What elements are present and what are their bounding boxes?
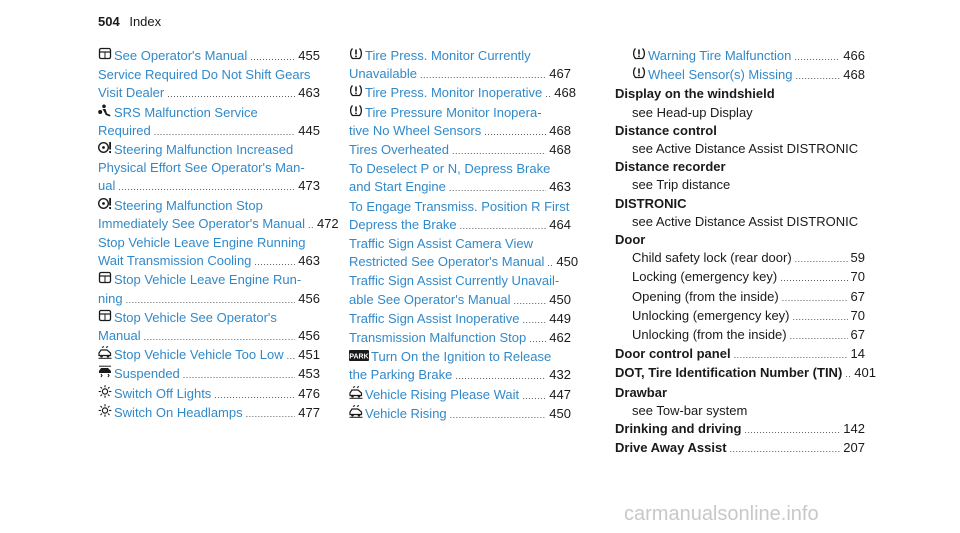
dot-leader xyxy=(484,122,546,141)
dot-leader xyxy=(523,310,547,329)
dot-leader xyxy=(246,404,296,423)
dot-leader xyxy=(167,84,295,103)
index-heading xyxy=(615,364,876,383)
dot-leader xyxy=(730,439,841,458)
light-icon xyxy=(98,385,112,398)
index-entry[interactable] xyxy=(98,365,320,384)
index-entry xyxy=(615,420,865,439)
car-door-icon xyxy=(98,271,112,284)
dot-leader xyxy=(449,178,546,197)
index-entry xyxy=(615,158,865,194)
dot-leader xyxy=(450,405,547,424)
index-line xyxy=(615,326,865,345)
index-entry[interactable] xyxy=(349,198,571,235)
index-entry xyxy=(615,439,865,458)
index-entry[interactable] xyxy=(98,104,320,141)
page-ref[interactable]: 14 xyxy=(850,346,865,362)
index-column-2 xyxy=(349,47,579,424)
entry-text: see Active Distance Assist DISTRONIC xyxy=(632,213,859,229)
dot-leader xyxy=(790,326,848,345)
entry-text[interactable]: tive No Wheel Sensors xyxy=(349,122,482,138)
heading-text: Door control panel xyxy=(615,346,731,362)
index-heading xyxy=(615,122,865,140)
entry-text: Child safety lock (rear door) xyxy=(632,250,792,266)
entry-text[interactable]: Traffic Sign Assist Currently Unavail- xyxy=(349,273,560,289)
index-line[interactable] xyxy=(349,405,571,424)
heading-text: Drawbar xyxy=(615,384,668,400)
index-entry[interactable] xyxy=(349,348,571,385)
dot-leader xyxy=(420,65,546,84)
index-line[interactable] xyxy=(349,160,571,178)
entry-text[interactable]: Vehicle Rising Please Wait xyxy=(365,386,520,402)
index-heading xyxy=(615,384,865,402)
tire-pressure-icon xyxy=(349,84,363,97)
dot-leader xyxy=(214,385,295,404)
dot-leader xyxy=(780,268,847,287)
entry-text[interactable]: SRS Malfunction Service xyxy=(114,104,258,120)
index-entry[interactable] xyxy=(349,47,571,84)
index-heading xyxy=(615,439,865,458)
index-entry xyxy=(615,195,865,231)
entry-text[interactable]: Switch On Headlamps xyxy=(114,404,243,420)
index-line[interactable] xyxy=(98,327,320,346)
entry-text: Locking (emergency key) xyxy=(632,269,778,285)
suspension-icon xyxy=(98,365,112,378)
entry-text: Unlocking (from the inside) xyxy=(632,327,787,343)
dot-leader xyxy=(126,290,296,309)
dot-leader xyxy=(452,141,546,160)
airbag-icon xyxy=(98,104,112,117)
heading-text: Display on the windshield xyxy=(615,86,775,102)
index-heading xyxy=(615,195,865,213)
page-ref[interactable]: 450 xyxy=(549,291,571,307)
page-ref[interactable]: 477 xyxy=(298,404,320,420)
index-line[interactable] xyxy=(349,216,571,235)
index-line xyxy=(615,288,865,307)
dot-leader xyxy=(254,252,295,271)
page-number: 504 xyxy=(98,14,120,29)
index-line[interactable] xyxy=(98,104,320,122)
index-entry[interactable] xyxy=(98,309,320,346)
light-icon xyxy=(98,404,112,417)
dot-leader xyxy=(744,420,840,439)
page-ref[interactable]: 450 xyxy=(556,254,579,270)
index-heading xyxy=(615,231,865,249)
index-line[interactable] xyxy=(349,198,571,216)
index-entry[interactable] xyxy=(615,47,865,66)
index-line xyxy=(615,140,865,158)
index-line[interactable] xyxy=(98,47,320,66)
page-ref[interactable]: 142 xyxy=(843,421,865,437)
index-entry xyxy=(615,384,865,420)
entry-text[interactable]: Stop Vehicle Vehicle Too Low xyxy=(114,347,284,363)
entry-text[interactable]: Stop Vehicle Leave Engine Run- xyxy=(114,272,302,288)
index-line[interactable] xyxy=(98,234,320,252)
page-header xyxy=(98,14,161,29)
page-ref[interactable]: 473 xyxy=(298,178,320,194)
page-ref[interactable]: 467 xyxy=(549,66,571,82)
dot-leader xyxy=(845,364,851,383)
index-heading xyxy=(615,85,865,103)
index-entry[interactable] xyxy=(98,234,320,271)
index-entry xyxy=(615,364,876,383)
page-ref[interactable]: 70 xyxy=(850,269,865,285)
car-door-icon xyxy=(98,47,112,60)
index-line[interactable] xyxy=(349,386,571,405)
dot-leader xyxy=(287,346,296,365)
watermark: carmanualsonline.info xyxy=(624,503,819,525)
index-entry[interactable] xyxy=(98,47,320,66)
index-line[interactable] xyxy=(98,159,320,177)
entry-text[interactable]: Traffic Sign Assist Inoperative xyxy=(349,310,520,326)
index-line[interactable] xyxy=(349,235,571,253)
page-ref[interactable]: 59 xyxy=(850,250,865,266)
entry-text[interactable]: Visit Dealer xyxy=(98,85,165,101)
entry-text: see Tow-bar system xyxy=(632,402,748,418)
entry-text[interactable]: Tires Overheated xyxy=(349,142,449,158)
page-ref[interactable]: 450 xyxy=(549,405,571,421)
entry-text[interactable]: Vehicle Rising xyxy=(365,405,447,421)
dot-leader xyxy=(547,253,553,272)
dot-leader xyxy=(782,288,848,307)
entry-text[interactable]: Unavailable xyxy=(349,66,417,82)
steering-warning-icon xyxy=(98,197,112,210)
page-ref[interactable]: 451 xyxy=(298,347,320,363)
heading-text: Drive Away Assist xyxy=(615,440,727,456)
page-ref[interactable]: 462 xyxy=(549,330,571,346)
index-line[interactable] xyxy=(349,253,579,272)
entry-text[interactable]: and Start Engine xyxy=(349,179,446,195)
section-title: Index xyxy=(129,14,162,29)
index-entry[interactable] xyxy=(349,104,571,141)
page-ref[interactable]: 455 xyxy=(298,48,320,63)
index-entry[interactable] xyxy=(349,329,571,348)
steering-warning-icon xyxy=(98,141,112,154)
entry-text[interactable]: See Operator's Manual xyxy=(114,48,248,63)
dot-leader xyxy=(794,47,840,66)
index-line xyxy=(615,104,865,122)
index-entry[interactable] xyxy=(349,310,571,329)
entry-text[interactable]: Restricted See Operator's Manual xyxy=(349,254,545,270)
dot-leader xyxy=(154,122,296,141)
page-ref[interactable]: 453 xyxy=(298,366,320,382)
tire-pressure-icon xyxy=(632,66,646,79)
index-line xyxy=(615,176,865,194)
page-ref[interactable]: 449 xyxy=(549,310,571,326)
index-line[interactable] xyxy=(632,47,865,66)
entry-text: Unlocking (emergency key) xyxy=(632,307,790,323)
heading-text: DOT, Tire Identification Number (TIN) xyxy=(615,365,843,381)
entry-text[interactable]: Manual xyxy=(98,328,141,344)
index-entry[interactable] xyxy=(98,66,320,103)
entry-text[interactable]: ning xyxy=(98,290,123,306)
index-line[interactable] xyxy=(349,104,571,122)
index-line xyxy=(615,307,865,326)
index-line[interactable] xyxy=(98,141,320,159)
index-entry[interactable] xyxy=(615,66,865,85)
entry-text: see Active Distance Assist DISTRONIC xyxy=(632,141,859,157)
index-entry[interactable] xyxy=(98,346,320,365)
entry-text[interactable]: ual xyxy=(98,178,116,194)
dot-leader xyxy=(118,177,295,196)
index-column-3 xyxy=(615,47,876,458)
index-heading xyxy=(615,345,865,364)
vehicle-level-icon xyxy=(98,346,112,359)
entry-text[interactable]: To Engage Transmiss. Position R First xyxy=(349,198,570,214)
entry-text[interactable]: Immediately See Operator's Manual xyxy=(98,215,305,231)
index-line[interactable] xyxy=(98,365,320,384)
index-line[interactable] xyxy=(349,291,571,310)
page-ref[interactable]: 468 xyxy=(549,142,571,158)
page-ref[interactable]: 464 xyxy=(549,216,571,232)
index-entry[interactable] xyxy=(349,141,571,160)
page-ref[interactable]: 401 xyxy=(854,365,876,381)
dot-leader xyxy=(795,249,848,268)
index-line[interactable] xyxy=(98,346,320,365)
dot-leader xyxy=(522,386,546,405)
dot-leader xyxy=(545,84,551,103)
index-line[interactable] xyxy=(98,84,320,103)
index-entry xyxy=(615,345,865,364)
page-ref[interactable]: 432 xyxy=(549,367,571,383)
index-line[interactable] xyxy=(349,310,571,329)
index-line[interactable] xyxy=(98,215,339,234)
heading-text: Drinking and driving xyxy=(615,421,742,437)
index-line[interactable] xyxy=(98,122,320,141)
dot-leader xyxy=(308,215,314,234)
page-ref[interactable]: 456 xyxy=(298,328,320,344)
entry-text[interactable]: Stop Vehicle See Operator's xyxy=(114,309,277,325)
index-line[interactable] xyxy=(98,177,320,196)
index-line[interactable] xyxy=(98,66,320,84)
page-ref[interactable]: 476 xyxy=(298,385,320,401)
heading-text: Door xyxy=(615,232,646,248)
page-ref[interactable]: 463 xyxy=(549,179,571,195)
index-line[interactable] xyxy=(349,141,571,160)
index-heading xyxy=(615,420,865,439)
index-entry[interactable] xyxy=(98,197,339,234)
index-line[interactable] xyxy=(349,84,576,103)
dot-leader xyxy=(793,307,848,326)
entry-text: Opening (from the inside) xyxy=(632,288,779,304)
index-entry xyxy=(615,85,865,121)
entry-text[interactable]: Warning Tire Malfunction xyxy=(648,48,792,63)
page-ref[interactable]: 456 xyxy=(298,290,320,306)
park-icon xyxy=(349,350,369,361)
index-entry[interactable] xyxy=(349,235,579,272)
heading-text: DISTRONIC xyxy=(615,195,687,211)
index-line[interactable] xyxy=(349,178,571,197)
dot-leader xyxy=(250,47,295,66)
page-ref[interactable]: 445 xyxy=(298,122,320,138)
index-line[interactable] xyxy=(98,309,320,327)
page-ref[interactable]: 468 xyxy=(554,85,576,101)
heading-text: Distance recorder xyxy=(615,159,726,175)
index-line[interactable] xyxy=(349,47,571,65)
index-entry xyxy=(615,122,865,158)
dot-leader xyxy=(513,291,546,310)
index-line[interactable] xyxy=(98,197,320,215)
index-heading xyxy=(615,158,865,176)
entry-text[interactable]: Turn On the Ignition to Release xyxy=(371,349,552,365)
index-line[interactable] xyxy=(349,348,571,366)
index-entry[interactable] xyxy=(349,405,571,424)
entry-text[interactable]: Physical Effort See Operator's Man- xyxy=(98,160,305,176)
entry-text[interactable]: Steering Malfunction Stop xyxy=(114,197,263,213)
index-line[interactable] xyxy=(98,252,320,271)
page-ref[interactable]: 468 xyxy=(549,122,571,138)
index-line[interactable] xyxy=(349,329,571,348)
page-ref[interactable]: 207 xyxy=(843,440,865,456)
heading-text: Distance control xyxy=(615,122,717,138)
index-entry[interactable] xyxy=(349,386,571,405)
index-entry[interactable] xyxy=(98,141,320,197)
index-line[interactable] xyxy=(98,404,320,423)
index-entry[interactable] xyxy=(98,404,320,423)
index-entry[interactable] xyxy=(349,160,571,197)
entry-text[interactable]: Steering Malfunction Increased xyxy=(114,142,294,158)
tire-pressure-icon xyxy=(632,47,646,60)
entry-text[interactable]: Tire Press. Monitor Currently xyxy=(365,48,531,63)
entry-text[interactable]: Required xyxy=(98,122,151,138)
index-line[interactable] xyxy=(349,122,571,141)
entry-text[interactable]: To Deselect P or N, Depress Brake xyxy=(349,161,551,177)
dot-leader xyxy=(796,66,841,85)
entry-text[interactable]: the Parking Brake xyxy=(349,367,453,383)
index-line[interactable] xyxy=(98,271,320,289)
dot-leader xyxy=(460,216,547,235)
index-line[interactable] xyxy=(632,66,865,85)
tire-pressure-icon xyxy=(349,47,363,60)
car-door-icon xyxy=(98,309,112,322)
entry-text[interactable]: Suspended xyxy=(114,366,180,382)
entry-text[interactable]: Traffic Sign Assist Camera View xyxy=(349,236,533,252)
entry-text[interactable]: Wait Transmission Cooling xyxy=(98,253,252,269)
index-line xyxy=(615,402,865,420)
entry-text: see Trip distance xyxy=(632,177,731,193)
index-entry[interactable] xyxy=(98,271,320,308)
page-ref[interactable]: 70 xyxy=(850,307,865,323)
page-ref[interactable]: 468 xyxy=(843,67,865,83)
page-ref[interactable]: 67 xyxy=(850,327,865,343)
dot-leader xyxy=(455,366,546,385)
page-ref[interactable]: 466 xyxy=(843,48,865,63)
index-entry xyxy=(615,231,865,345)
entry-text: see Head-up Display xyxy=(632,104,753,120)
index-line[interactable] xyxy=(349,65,571,84)
entry-text[interactable]: Transmission Malfunction Stop xyxy=(349,330,527,346)
index-entry[interactable] xyxy=(349,84,576,103)
index-column-1 xyxy=(98,47,339,423)
dot-leader xyxy=(144,327,296,346)
index-entry[interactable] xyxy=(98,385,320,404)
page-ref[interactable]: 447 xyxy=(549,386,571,402)
tire-pressure-icon xyxy=(349,104,363,117)
page-ref[interactable]: 463 xyxy=(298,253,320,269)
index-line xyxy=(615,249,865,268)
page-ref[interactable]: 67 xyxy=(850,288,865,304)
index-line xyxy=(615,268,865,287)
page-ref[interactable]: 472 xyxy=(316,215,339,231)
entry-text[interactable]: able See Operator's Manual xyxy=(349,291,511,307)
vehicle-level-icon xyxy=(349,386,363,399)
dot-leader xyxy=(734,345,848,364)
park-icon-label: PARK xyxy=(349,353,369,361)
index-line[interactable] xyxy=(98,385,320,404)
entry-text[interactable]: Wheel Sensor(s) Missing xyxy=(648,67,793,83)
entry-text[interactable]: Depress the Brake xyxy=(349,216,457,232)
entry-text[interactable]: Service Required Do Not Shift Gears xyxy=(98,67,311,83)
entry-text[interactable]: Switch Off Lights xyxy=(114,385,212,401)
index-line xyxy=(615,213,865,231)
index-line[interactable] xyxy=(98,290,320,309)
entry-text[interactable]: Stop Vehicle Leave Engine Running xyxy=(98,235,306,251)
dot-leader xyxy=(183,365,296,384)
dot-leader xyxy=(529,329,546,348)
index-line[interactable] xyxy=(349,272,571,290)
vehicle-level-icon xyxy=(349,405,363,418)
entry-text[interactable]: Tire Press. Monitor Inoperative xyxy=(365,85,543,101)
page-ref[interactable]: 463 xyxy=(298,85,320,101)
index-line[interactable] xyxy=(349,366,571,385)
index-entry[interactable] xyxy=(349,272,571,309)
entry-text[interactable]: Tire Pressure Monitor Inopera- xyxy=(365,104,542,120)
